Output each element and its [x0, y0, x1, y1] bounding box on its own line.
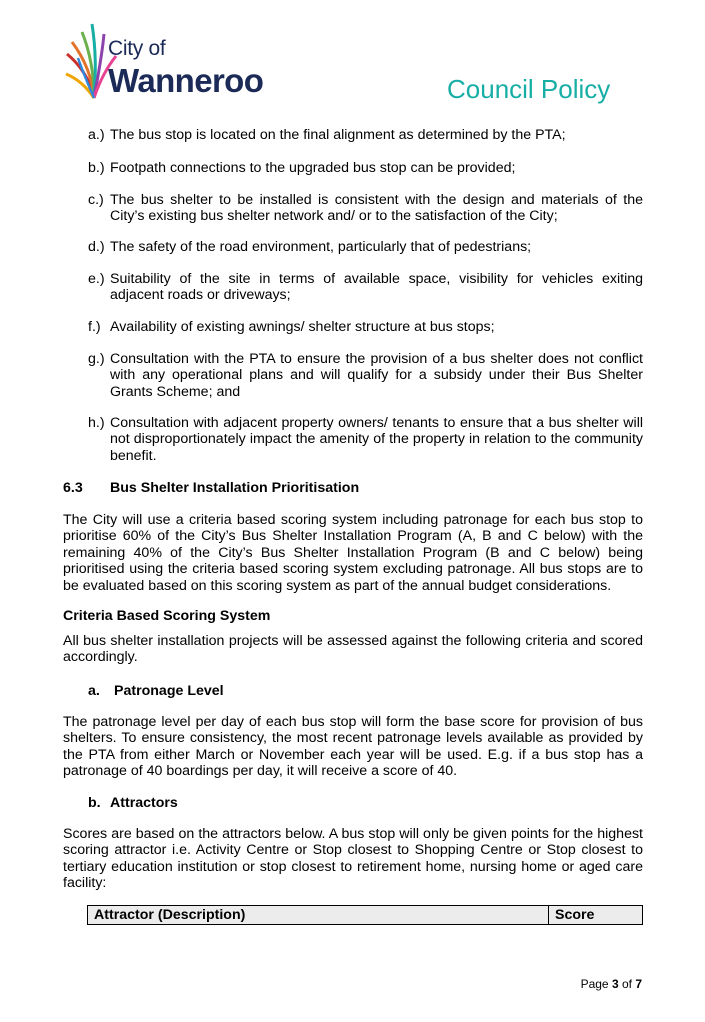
list-item-label: a.) [88, 127, 105, 143]
list-item-g [88, 351, 643, 400]
patronage-heading: Patronage Level [114, 683, 224, 699]
list-item-label: c.) [88, 192, 104, 208]
page-of: of [618, 977, 636, 991]
page-prefix: Page [580, 977, 612, 991]
section-number: 6.3 [63, 480, 83, 496]
list-item-text: Consultation with adjacent property owners/ tenants to ensure that a bus shelter will not disproportionately impact the amenity of the property in relation to the community benefit. [110, 415, 643, 464]
patronage-body: The patronage level per day of each bus stop will form the base score for provision of bus shelters. To ensure consistency, the most recent patronage levels available as provided by the PTA from either March or November each year will be used. E.g. if a bus stop has a patronage of 40 boardings per day, it will receive a score of 40. [63, 714, 643, 780]
list-item-label: h.) [88, 415, 105, 431]
list-item-label: g.) [88, 351, 105, 367]
list-item-label: b.) [88, 160, 105, 176]
city-of-wanneroo-logo [64, 18, 300, 102]
list-item-f [88, 319, 643, 335]
attractors-heading: Attractors [110, 795, 178, 811]
attractors-label: b. [88, 795, 101, 811]
criteria-heading: Criteria Based Scoring System [63, 608, 271, 624]
page-total: 7 [635, 977, 642, 991]
list-item-label: f.) [88, 319, 101, 335]
list-item-c [88, 192, 643, 225]
list-item-text: Consultation with the PTA to ensure the provision of a bus shelter does not conflict with any operational plans and will qualify for a subsidy under their Bus Shelter Grants Scheme; and [110, 351, 643, 400]
list-item-text: The bus stop is located on the final alignment as determined by the PTA; [110, 127, 566, 143]
list-item-d [88, 239, 643, 255]
list-item-b [88, 160, 643, 176]
logo-city-text: City of [108, 37, 166, 60]
section-body: The City will use a criteria based scoring system including patronage for each bus stop to prioritise 60% of the City’s Bus Shelter Installation Program (A, B and C below) with the remaining 40% of the City’s Bus Shelter Installation Program (B and C below) being prioritised using the criteria based scoring system excluding patronage. All bus stops are to be evaluated based on this scoring system as part of the annual budget considerations. [63, 512, 643, 594]
criteria-body: All bus shelter installation projects will be assessed against the following criteria and scored accordingly. [63, 633, 643, 666]
patronage-label: a. [88, 683, 100, 699]
logo-name-text: Wanneroo [108, 62, 264, 99]
list-item-text: The bus shelter to be installed is consistent with the design and materials of the City’s existing bus shelter network and/ or to the satisfaction of the City; [110, 192, 643, 225]
table-header-score: Score [555, 907, 595, 923]
document-type-title: Council Policy [447, 74, 611, 104]
list-item-a [88, 127, 643, 143]
page-current: 3 [611, 977, 619, 991]
attractor-table [87, 905, 643, 925]
page-number [581, 976, 642, 992]
list-item-text: The safety of the road environment, particularly that of pedestrians; [110, 239, 532, 255]
table-header-attractor: Attractor (Description) [88, 906, 549, 924]
list-item-text: Suitability of the site in terms of available space, visibility for vehicles exiting adjacent roads or driveways; [110, 271, 643, 304]
list-item-text: Availability of existing awnings/ shelter structure at bus stops; [110, 319, 495, 335]
attractors-body: Scores are based on the attractors below. A bus stop will only be given points for the highest scoring attractor i.e. Activity Centre or Stop closest to Shopping Centre or Stop closest to tertiary education institution or stop closest to retirement home, nursing home or aged care facility: [63, 826, 643, 892]
list-item-text: Footpath connections to the upgraded bus stop can be provided; [110, 160, 516, 176]
list-item-h [88, 415, 643, 464]
list-item-e [88, 271, 643, 304]
list-item-label: d.) [88, 239, 105, 255]
section-title: Bus Shelter Installation Prioritisation [110, 480, 360, 496]
list-item-label: e.) [88, 271, 105, 287]
